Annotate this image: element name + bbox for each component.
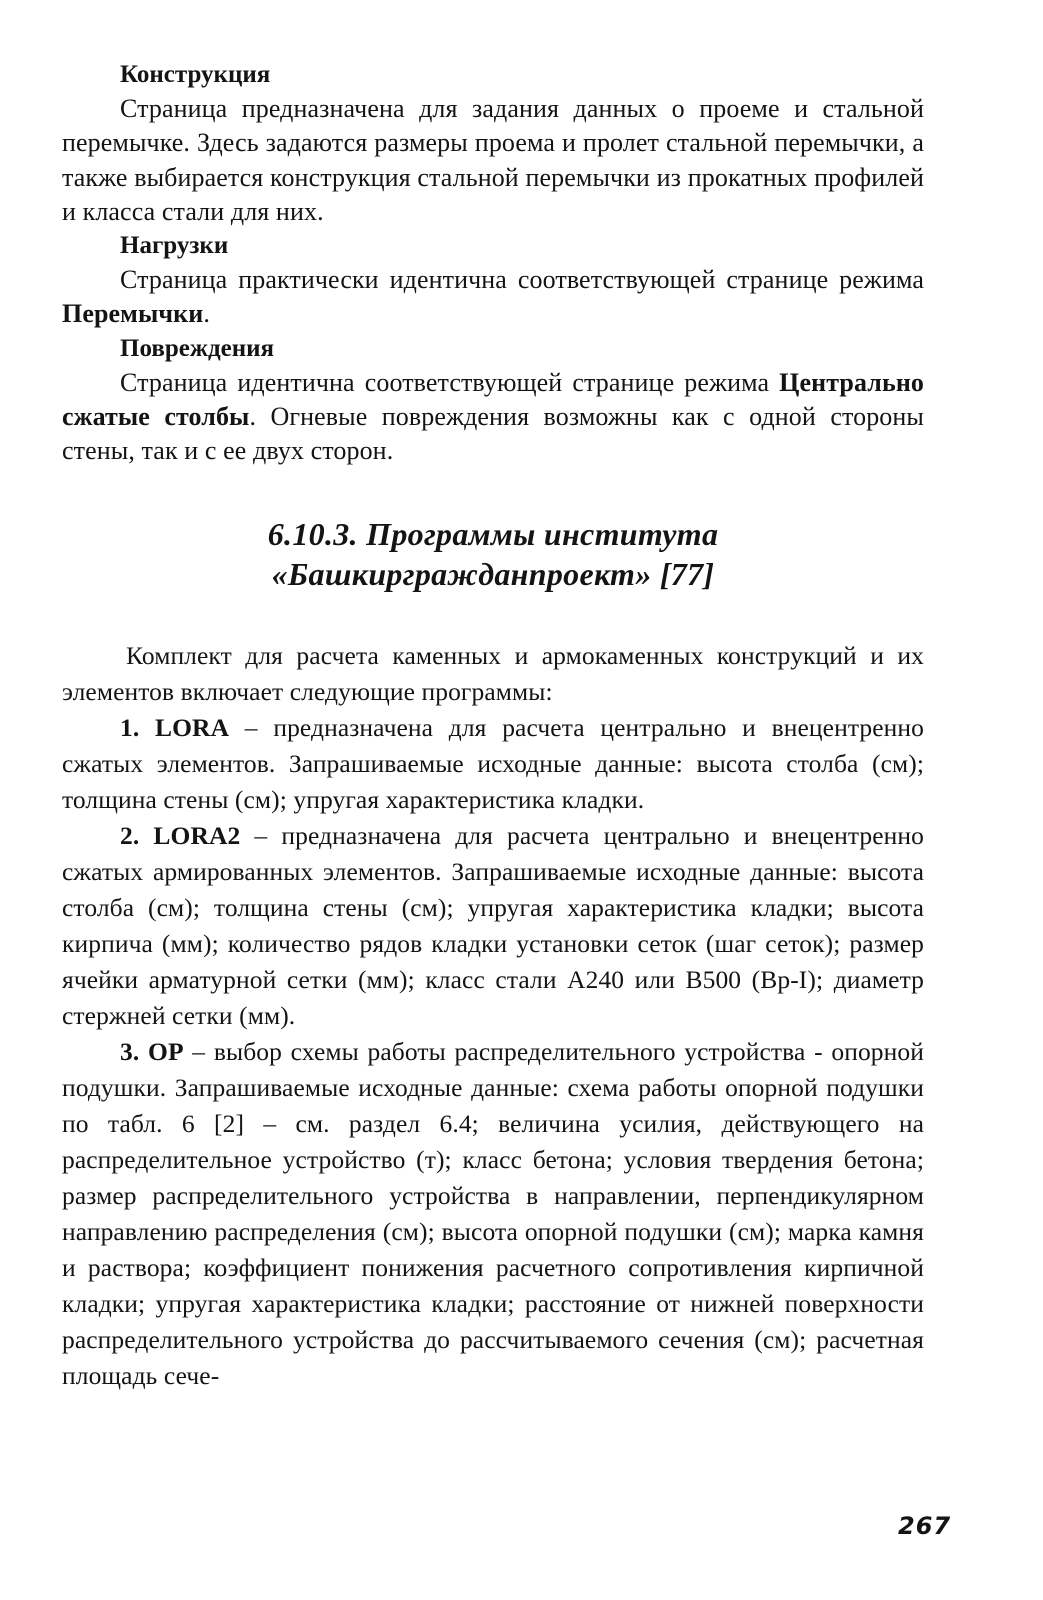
heading-damage: Повреждения	[120, 334, 275, 362]
heading-loads: Нагрузки	[120, 232, 229, 260]
bold-term-columns: Центрально сжатые столбы	[62, 367, 924, 432]
program-item-lora2: 2. LORA2 – предназначена для расчета центрально и внецентренно сжатых армированных элементов. Запрашиваемые исходные данные: высота столба (см); толщина стены (см); упругая характеристика кладки; высота кирпича (мм); количество рядов кладки установки сеток (шаг сеток); размер ячейки арматурной сетки (мм); класс стали А240 или В500 (Вр-I); диаметр стержней сетки (мм).	[62, 821, 924, 1031]
program-name-lora2: 2. LORA2	[120, 821, 241, 851]
page-number: 267	[898, 1512, 952, 1540]
program-name-lora: 1. LORA	[120, 713, 230, 743]
document-page	[62, 58, 924, 1588]
program-name-op: 3. OP	[120, 1037, 184, 1067]
program-item-lora: 1. LORA – предназначена для расчета центрально и внецентренно сжатых элементов. Запрашиваемые исходные данные: высота столба (см); толщина стены (см); упругая характеристика кладки.	[62, 713, 924, 815]
program-item-op: 3. OP – выбор схемы работы распределительного устройства - опорной подушки. Запрашиваемые исходные данные: схема работы опорной подушки по табл. 6 [2] – см. раздел 6.4; величина усилия, действующего на распределительное устройство (т); класс бетона; условия твердения бетона; размер распределительного устройства в направлении, перпендикулярном направлению распределения (см); высота опорной подушки (см); марка камня и раствора; коэффициент понижения расчетного сопротивления кирпичной кладки; упругая характеристика кладки; расстояние от нижней поверхности распределительного устройства до рассчитываемого сечения (см); расчетная площадь сече-	[62, 1037, 924, 1391]
section-title-line-1: 6.10.3. Программы института	[267, 516, 719, 553]
section-title	[62, 514, 924, 594]
paragraph-loads: Страница практически идентична соответствующей странице режима Перемычки.	[62, 265, 924, 329]
bold-term-lintels: Перемычки	[62, 299, 204, 329]
paragraph-construction: Страница предназначена для задания данных о проеме и стальной перемычке. Здесь задаются размеры проема и пролет стальной перемычки, а также выбирается конструкция стальной перемычки из прокатных профилей и класса стали для них.	[62, 94, 924, 226]
heading-construction: Конструкция	[120, 61, 271, 88]
section-title-line-2: «Башкиргражданпроект» [77]	[271, 556, 715, 593]
paragraph-damage: Страница идентична соответствующей странице режима Центрально сжатые столбы. Огневые повреждения возможны как с одной стороны стены, так и с ее двух сторон.	[62, 367, 924, 466]
paragraph-intro: Комплект для расчета каменных и армокаменных конструкций и их элементов включает следующие программы:	[62, 641, 924, 707]
